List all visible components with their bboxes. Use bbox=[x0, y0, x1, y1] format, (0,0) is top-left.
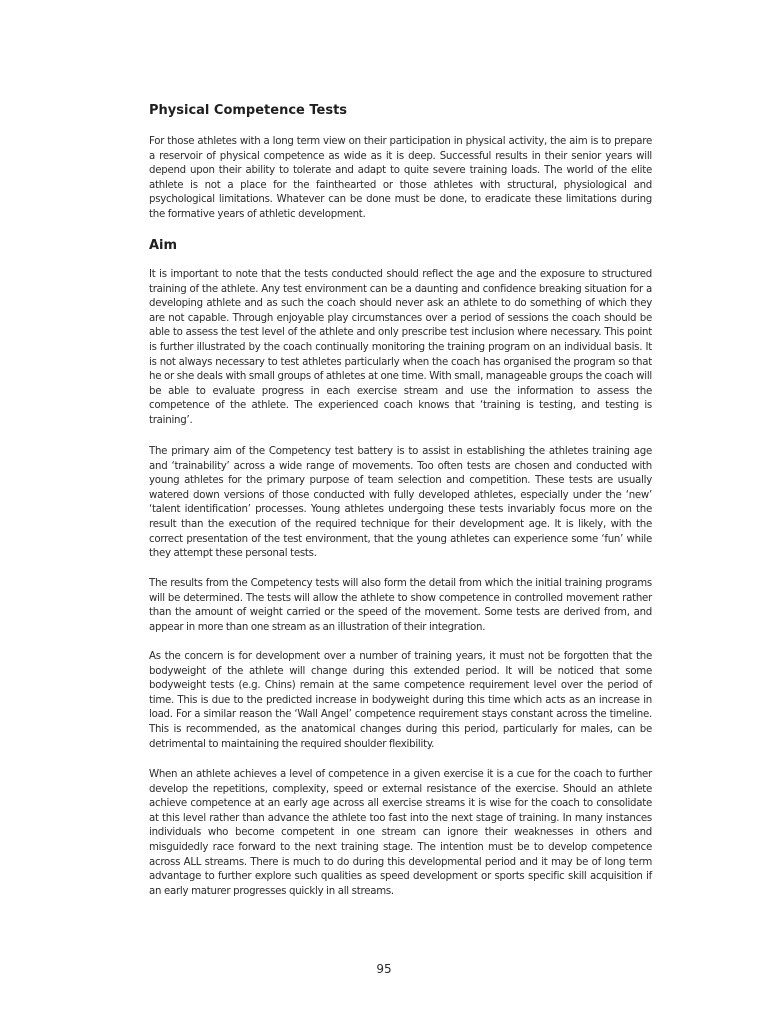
page-title: Physical Competence Tests bbox=[149, 103, 348, 118]
paragraph-results: The results from the Competency tests will also form the detail from which the initial training programs will be determined. The tests will allow the athlete to show competence in controlled movement rather than the amount of weight carried or the speed of the movement. Some tests are derived from, and appear in more than one stream as an illustration of their integration. bbox=[149, 578, 652, 633]
paragraph-testing-environment: It is important to note that the tests conducted should reflect the age and the exposure to structured training of the athlete. Any test environment can be a daunting and confidence breaking situation for a developing athlete and as such the coach should never ask an athlete to do something of which they are not capable. Through enjoyable play circumstances over a period of sessions the coach should be able to assess the test level of the athlete and only prescribe test inclusion where necessary. This point is further illustrated by the coach continually monitoring the training program on an individual basis. It is not always necessary to test athletes particularly when the coach has organised the program so that he or she deals with small groups of athletes at one time. With small, manageable groups the coach will be able to evaluate progress in each exercise stream and use the information to assess the competence of the athlete. The experienced coach knows that ‘training is testing, and testing is training’. bbox=[149, 269, 652, 426]
paragraph-bodyweight: As the concern is for development over a number of training years, it must not be forgotten that the bodyweight of the athlete will change during this extended period. It will be noticed that some bodyweight tests (e.g. Chins) remain at the same competence requirement level over the period of time. This is due to the predicted increase in bodyweight during this time which acts as an increase in load. For a similar reason the ‘Wall Angel’ competence requirement stays constant across the timeline. This is recommended, as the anatomical changes during this period, particularly for males, can be detrimental to maintaining the required shoulder flexibility. bbox=[149, 651, 652, 750]
paragraph-competence-levels: When an athlete achieves a level of competence in a given exercise it is a cue for the coach to further develop the repetitions, complexity, speed or external resistance of the exercise. Should an athlete achieve competence at an early age across all exercise streams it is wise for the coach to consolidate at this level rather than advance the athlete too fast into the next stage of training. In many instances individuals who become competent in one stream can ignore their weaknesses in others and misguidedly race forward to the next training stage. The intention must be to develop competence across ALL streams. There is much to do during this developmental period and it may be of long term advantage to further explore such qualities as speed development or sports specific skill acquisition if an early maturer progresses quickly in all streams. bbox=[149, 769, 652, 897]
intro-paragraph: For those athletes with a long term view on their participation in physical activity, the aim is to prepare a reservoir of physical competence as wide as it is deep. Successful results in their senior years will depend upon their ability to tolerate and adapt to quite severe training loads. The world of the elite athlete is not a place for the fainthearted or those athletes with structural, physiological and psychological limitations. Whatever can be done must be done, to eradicate these limitations during the formative years of athletic development. bbox=[149, 136, 652, 220]
page-number: 95 bbox=[376, 962, 392, 976]
paragraph-primary-aim: The primary aim of the Competency test battery is to assist in establishing the athletes training age and ‘trainability’ across a wide range of movements. Too often tests are chosen and conducted with young athletes for the primary purpose of team selection and competition. These tests are usually watered down versions of those conducted with fully developed athletes, especially under the ‘new’ ‘talent identification’ processes. Young athletes undergoing these tests invariably focus more on the result than the execution of the required technique for their development age. It is likely, with the correct presentation of the test environment, that the young athletes can experience some ‘fun’ while they attempt these personal tests. bbox=[149, 446, 652, 560]
aim-heading: Aim bbox=[149, 238, 178, 253]
